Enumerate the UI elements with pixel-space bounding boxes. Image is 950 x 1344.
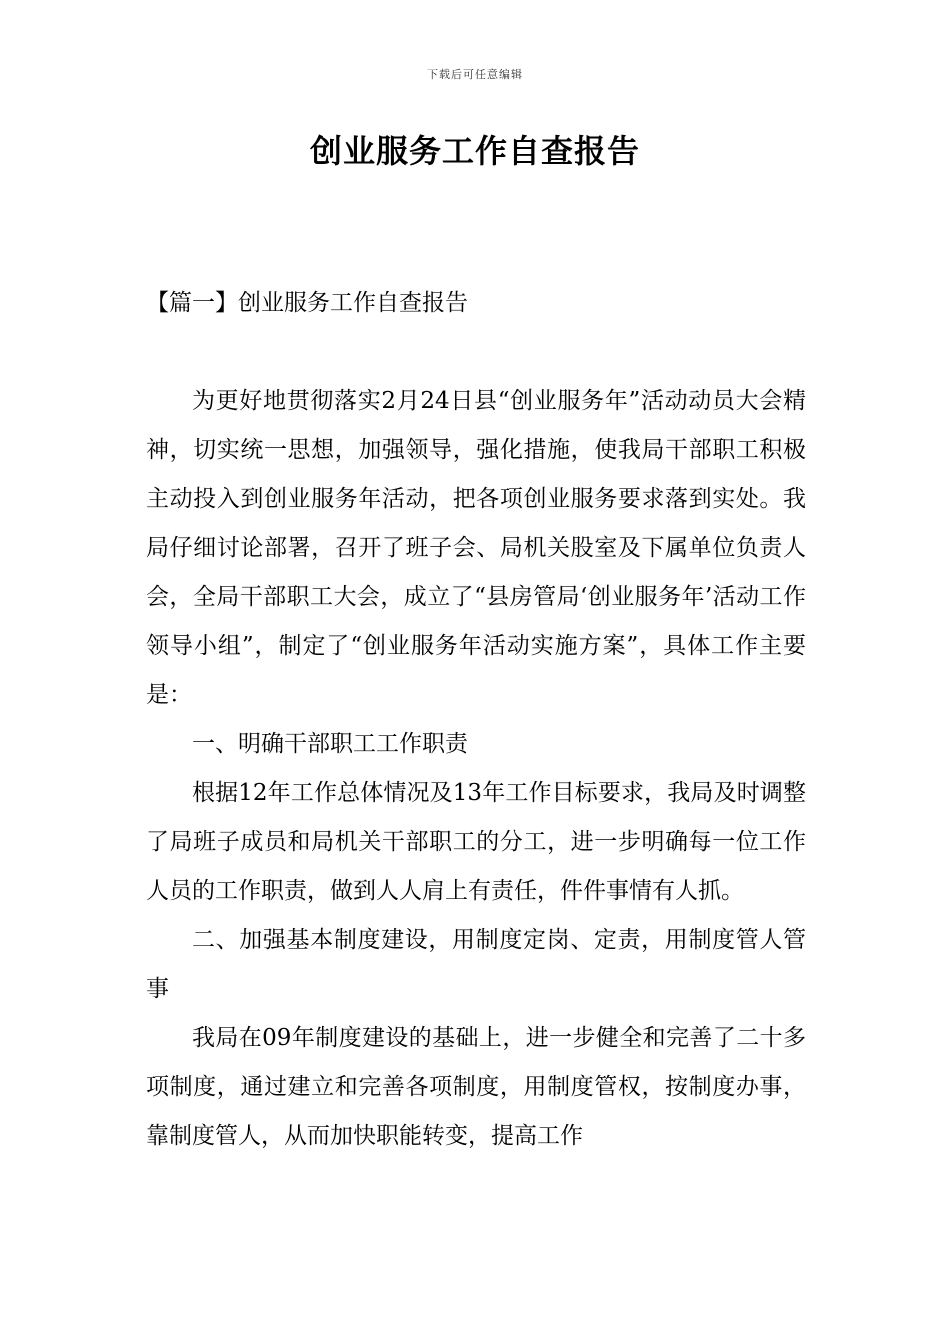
paragraph-2: 我局在09年制度建设的基础上，进一步健全和完善了二十多项制度，通过建立和完善各项制度，用制度管权，按制度办事，靠制度管人，从而加快职能转变，提高工作 xyxy=(146,1025,806,1149)
paragraph-1: 根据12年工作总体情况及13年工作目标要求，我局及时调整了局班子成员和局机关干部职工的分工，进一步明确每一位工作人员的工作职责，做到人人肩上有责任，件件事情有人抓。 xyxy=(146,780,806,904)
section-heading: 【篇一】创业服务工作自查报告 xyxy=(146,290,468,316)
document-body xyxy=(146,377,806,1161)
paragraph-intro: 为更好地贯彻落实2月24日县“创业服务年”活动动员大会精神，切实统一思想，加强领导，强化措施，使我局干部职工积极主动投入到创业服务年活动，把各项创业服务要求落到实处。我局仔细讨论部署，召开了班子会、局机关股室及下属单位负责人会，全局干部职工大会，成立了“县房管局‘创业服务年’活动工作领导小组”，制定了“创业服务年活动实施方案”，具体工作主要是： xyxy=(146,388,806,708)
document-title: 创业服务工作自查报告 xyxy=(309,132,640,170)
paragraph-heading-2: 二、加强基本制度建设，用制度定岗、定责，用制度管人管事 xyxy=(146,927,806,1002)
paragraph-heading-1: 一、明确干部职工工作职责 xyxy=(192,731,468,757)
page-header-note: 下载后可任意编辑 xyxy=(427,68,523,81)
